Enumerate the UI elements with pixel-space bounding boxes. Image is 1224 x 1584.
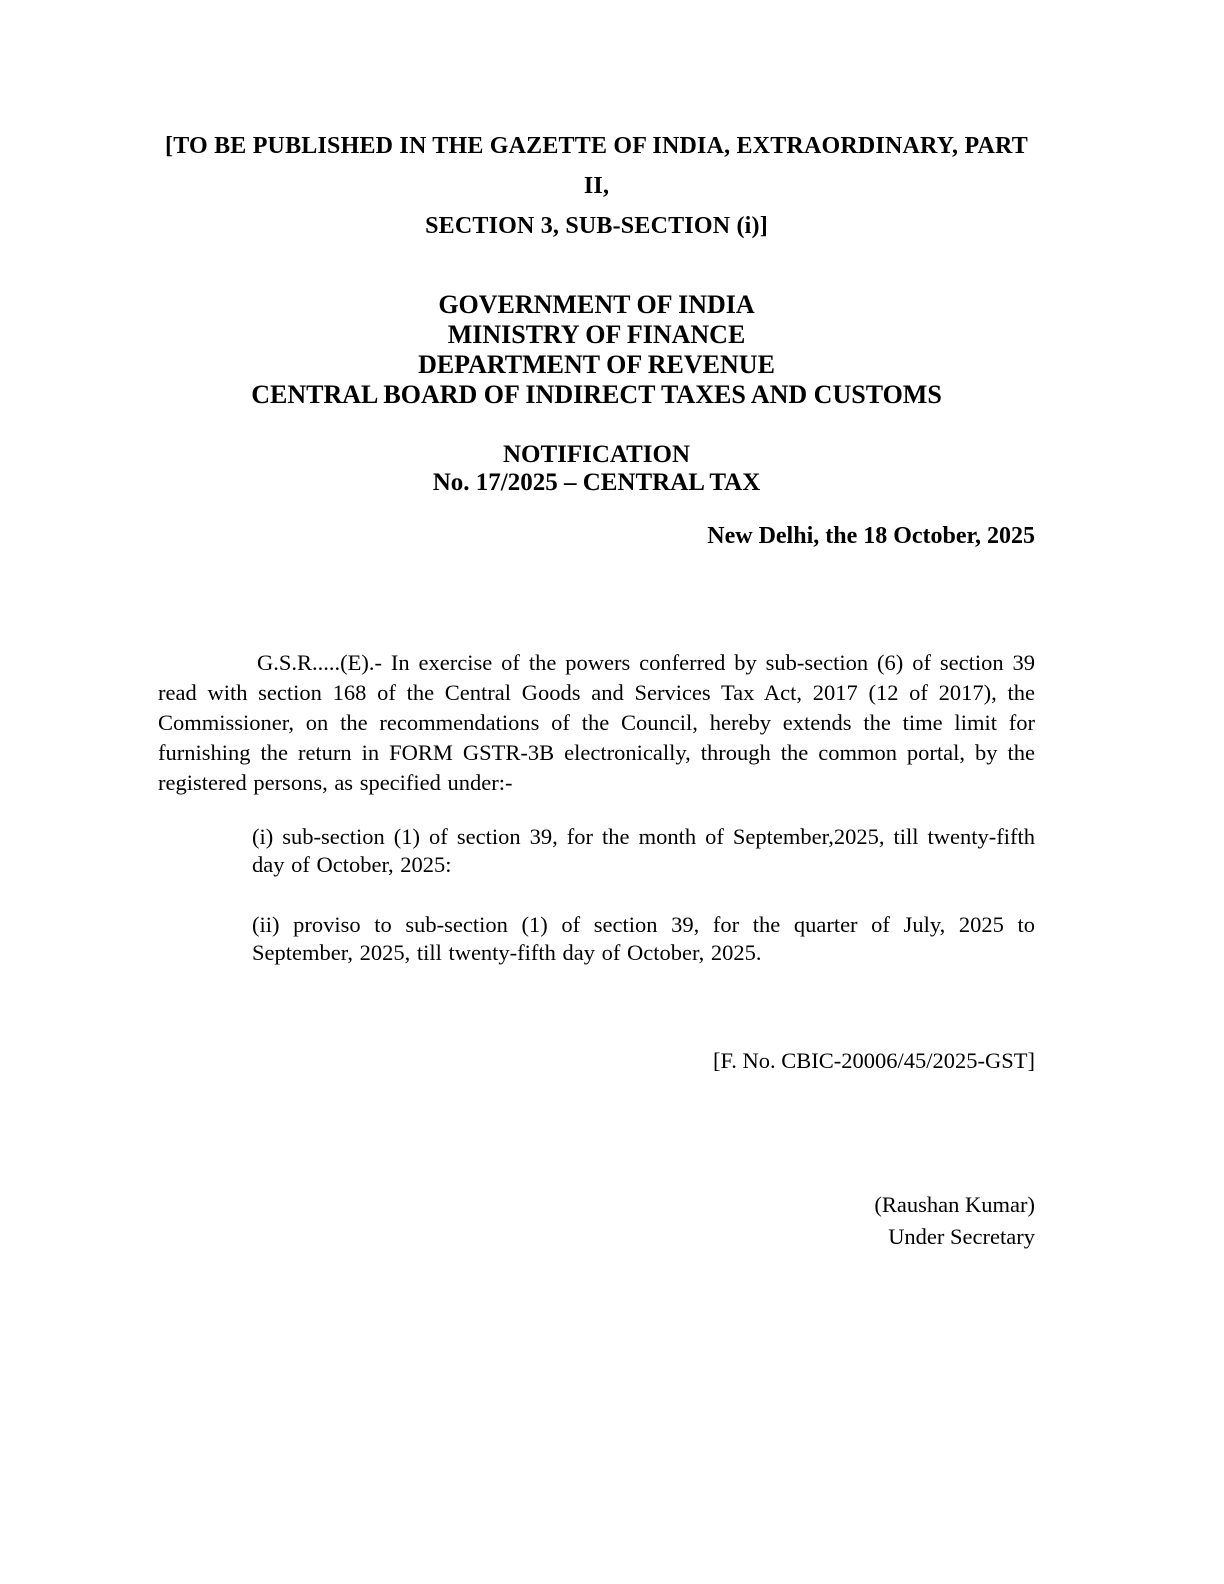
clause-i: (i) sub-section (1) of section 39, for the month of September,2025, till twenty-fifth day of October, 2025: — [252, 824, 1035, 877]
signatory-name: (Raushan Kumar) — [874, 1192, 1035, 1217]
org-line-cbic: CENTRAL BOARD OF INDIRECT TAXES AND CUSTOMS — [251, 380, 942, 409]
org-line-department-of-revenue: DEPARTMENT OF REVENUE — [418, 350, 775, 379]
notification-title-block — [158, 441, 1035, 497]
org-line-government-of-india: GOVERNMENT OF INDIA — [438, 290, 755, 319]
signature-block — [158, 1189, 1035, 1253]
notification-number: No. 17/2025 – CENTRAL TAX — [432, 469, 761, 496]
gazette-publication-header — [158, 126, 1035, 246]
org-line-ministry-of-finance: MINISTRY OF FINANCE — [447, 320, 746, 349]
clause-ii: (ii) proviso to sub-section (1) of section 39, for the quarter of July, 2025 to September, 2025, till twenty-fifth day of October, 2025. — [252, 912, 1035, 965]
gazette-header-line-2: SECTION 3, SUB-SECTION (i)] — [425, 213, 768, 239]
gazette-header-line-1: [TO BE PUBLISHED IN THE GAZETTE OF INDIA, EXTRAORDINARY, PART II, — [165, 133, 1028, 199]
file-number: [F. No. CBIC-20006/45/2025-GST] — [713, 1048, 1035, 1073]
notification-heading: NOTIFICATION — [502, 441, 691, 468]
signatory-title: Under Secretary — [888, 1224, 1035, 1249]
issuing-authority-block — [158, 290, 1035, 410]
opening-paragraph: G.S.R.....(E).- In exercise of the powers conferred by sub-section (6) of section 39 read with section 168 of the Central Goods and Services Tax Act, 2017 (12 of 2017), the Commissioner, on the recommendations of the Council, hereby extends the time limit for furnishing the return in FORM GSTR-3B electronically, through the common portal, by the registered persons, as specified under:- — [158, 650, 1035, 795]
dateline: New Delhi, the 18 October, 2025 — [707, 523, 1035, 549]
